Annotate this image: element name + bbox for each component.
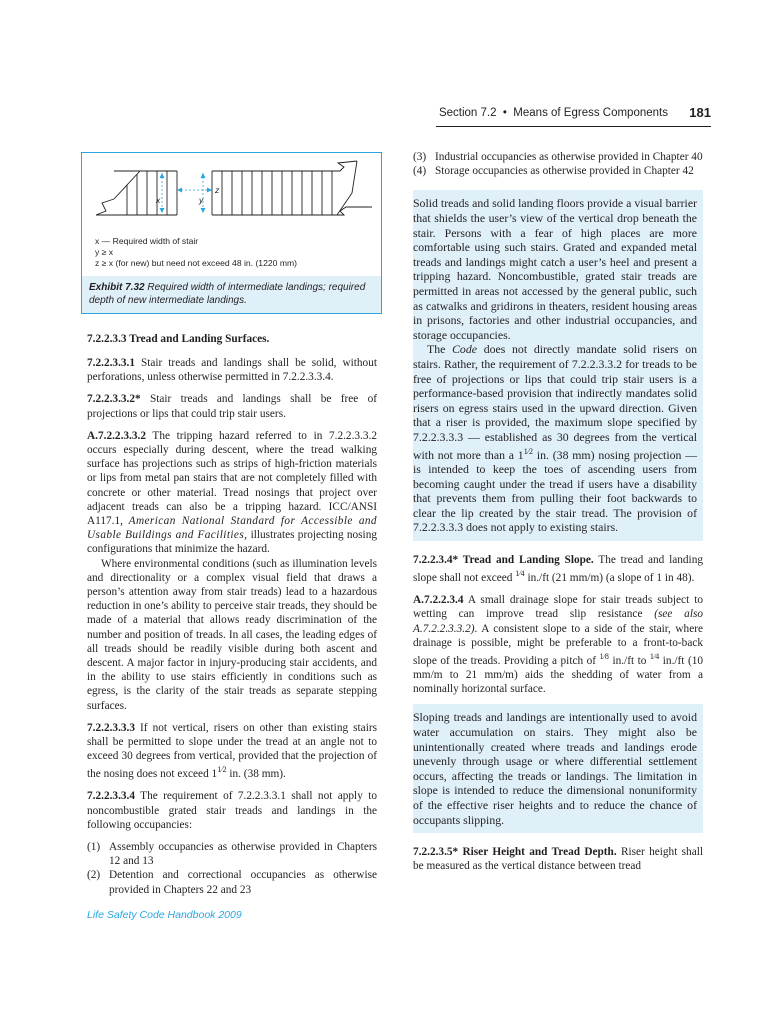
list-item: (1) Assembly occupancies as otherwise provided in Chapters 12 and 13 <box>87 841 377 868</box>
annex-a-7-2-2-3-3-2: A.7.2.2.3.3.2 The tripping hazard referred to in 7.2.2.3.3.2 occurs especially during descent, where the tread walking surface has projections such as strips of high-friction materials or lips from metal pan stairs that are not completely filled with concrete or other material. Tread nosings that project over adjacent treads can also be a tripping hazard. ICC/ANSI A117.1, American National Standard for Accessible and Usable Buildings and Facilities, illustrates projecting nosing configurations that minimize the hazard. <box>87 429 377 556</box>
para-7-2-2-3-5: 7.2.2.3.5* Riser Height and Tread Depth. Riser height shall be measured as the vertical distance between tread <box>413 846 703 873</box>
right-column <box>413 150 703 882</box>
exhibit-legend <box>95 236 297 269</box>
list-item: (2) Detention and correctional occupancies as otherwise provided in Chapters 22 and 23 <box>87 869 377 896</box>
commentary-para-2: The Code does not directly mandate solid risers on stairs. Rather, the requirement of 7.2.2.3.3.2 for treads to be free of projections or lips that could trip stair users is a performance-based provision that indirectly mandates solid risers on egress stairs used in the upward direction. Given that a riser is provided, the maximum slope specified by 7.2.2.3.3.3 — established as 30 degrees from the vertical with not more than a $1^{1⁄2}$ in. (38 mm) nosing projection — is intended to keep the toes of ascending users from becoming caught under the tread if users have a disability that prevents them from pulling their foot backwards to clear the lip created by the stair tread. The provision of 7.2.2.3.3.3 does not apply to existing stairs. <box>413 342 697 535</box>
page-number: 181 <box>689 105 711 120</box>
occupancy-list-left <box>87 840 377 897</box>
running-header <box>0 105 768 125</box>
commentary-para-3: Sloping treads and landings are intentionally used to avoid water accumulation on stairs. They might also be unintentionally created where treads and landings erode unevenly through usage or where differential settlement occurs, affecting the treads or landings. The limitation in slope is intended to reduce the dimensional nonuniformity of the effective riser heights and to reduce the chance of occupants slipping. <box>413 710 697 827</box>
dim-z-label: z <box>215 185 220 195</box>
list-item: (4) Storage occupancies as otherwise provided in Chapter 42 <box>413 165 694 178</box>
para-7-2-2-3-3-3: 7.2.2.3.3.3 If not vertical, risers on other than existing stairs shall be permitted to slope under the tread at an angle not to exceed 30 degrees from vertical, provided that the projection of the nosing does not exceed $1^{1⁄2}$ in. (38 mm). <box>87 721 377 781</box>
para-7-2-2-3-3-4: 7.2.2.3.3.4 The requirement of 7.2.2.3.3.1 shall not apply to noncombustible grated stair treads and landings in the following occupancies: <box>87 790 377 831</box>
caption-text: Required width of intermediate landings; required depth of new intermediate landings. <box>89 282 366 306</box>
annex-a-para-2: Where environmental conditions (such as illumination levels and directionality or a complex visual field that draws a person’s attention away from stair treads) lead to a hazardous reduction in one’s ability to perceive stair treads, they should be made of a material that allows ready discrimination of the number and position of treads. In all cases, the leading edges of all treads should be readily visible during both ascent and descent. A major factor in injury-producing stair accidents, and in the ability to use stairs efficiently in conditions such as egress, is the clarity of the stair treads as separate stepping surfaces. <box>87 557 377 712</box>
occupancy-list-right <box>413 150 703 178</box>
legend-line-3: z ≥ x (for new) but need not exceed 48 in. (1220 mm) <box>95 258 297 268</box>
para-7-2-2-3-4: 7.2.2.3.4* Tread and Landing Slope. The tread and landing slope shall not exceed $^{1⁄4}$ in./ft (21 mm/m) (a slope of 1 in 48). <box>413 553 703 584</box>
commentary-box-solid-treads <box>413 190 703 541</box>
dim-y-label: y <box>199 195 204 205</box>
para-7-2-2-3-3-2: 7.2.2.3.3.2* Stair treads and landings shall be free of projections or lips that could trip stair users. <box>87 393 377 420</box>
dim-x-label: x <box>156 195 161 205</box>
left-column <box>87 333 377 897</box>
running-footer: Life Safety Code Handbook 2009 <box>87 909 242 921</box>
para-7-2-2-3-3-1: 7.2.2.3.3.1 Stair treads and landings shall be solid, without perforations, unless otherwise permitted in 7.2.2.3.3.4. <box>87 357 377 384</box>
annex-a-7-2-2-3-4: A.7.2.2.3.4 A small drainage slope for stair treads subject to wetting can improve tread slip resistance (see also A.7.2.2.3.3.2). A consistent slope to a side of the stair, where drainage is possible, might be preferable to a front-to-back slope of the treads. Providing a pitch of $^{1⁄8}$ in./ft to $^{1⁄4}$ in./ft (10 mm/m to 21 mm/m) aids the shedding of water from a nominally horizontal surface. <box>413 594 704 696</box>
section-label: Section 7.2 • Means of Egress Components <box>438 107 668 119</box>
commentary-para-1: Solid treads and solid landing floors provide a visual barrier that shields the user’s view of the vertical drop beneath the stair. Persons with a fear of high places are more comfortable using such stairs. Grated and expanded metal treads and landings might catch a user’s heel and present a tripping hazard. Noncombustible, grated stair treads are permitted in areas not accessed by the general public, such as catwalks and gridirons in theaters, resident housing areas in prisons, factories and other industrial occupancies, and storage occupancies. <box>413 196 697 342</box>
list-item: (3) Industrial occupancies as otherwise provided in Chapter 40 <box>413 151 703 163</box>
legend-line-2: y ≥ x <box>95 247 114 257</box>
heading-tread-landing-surfaces: 7.2.2.3.3 Tread and Landing Surfaces. <box>87 333 270 345</box>
legend-line-1: x — Required width of stair <box>95 236 199 246</box>
commentary-box-sloping-treads <box>413 704 703 833</box>
caption-label: Exhibit 7.32 <box>89 282 145 293</box>
exhibit-figure <box>81 152 382 314</box>
exhibit-caption <box>82 276 381 313</box>
header-rule <box>436 126 711 127</box>
